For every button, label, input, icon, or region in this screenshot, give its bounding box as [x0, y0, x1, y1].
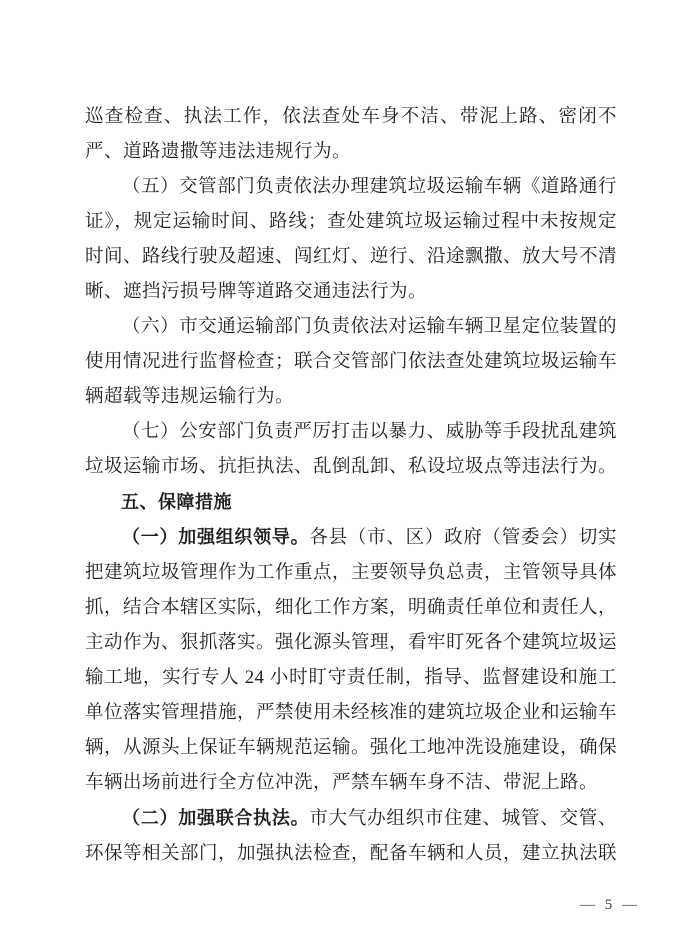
paragraph-sub-2-lead: （二）加强联合执法。	[122, 808, 310, 828]
paragraph-sub-1-lead: （一）加强组织领导。	[122, 527, 310, 547]
paragraph-continuation: 巡查检查、执法工作，依法查处车身不洁、带泥上路、密闭不严、道路遗撒等违法违规行为。	[85, 107, 617, 162]
section-heading: 五、保障措施	[121, 492, 232, 512]
paragraph-sub-2	[85, 801, 617, 872]
paragraph-item-6: （六）市交通运输部门负责依法对运输车辆卫星定位装置的使用情况进行监督检查；联合交管部门依法查处建筑垃圾运输车辆超载等违规运输行为。	[85, 317, 618, 407]
document-body	[85, 100, 617, 872]
paragraph-sub-2-text: 市大气办组织市住建、城管、交管、环保等相关部门，加强执法检查，配备车辆和人员，建立执法联	[85, 809, 618, 864]
paragraph-sub-1-text: 各县（市、区）政府（管委会）切实把建筑垃圾管理作为工作重点，主要领导负总责，主管领导具体抓，结合本辖区实际，细化工作方案，明确责任单位和责任人，主动作为、狠抓落实。强化源头管理，看牢盯死各个建筑垃圾运输工地，实行专人 24 小时盯守责任制，指导、监督建设和施工单位落实管理措施，严禁使用未经核准的建筑垃圾企业和运输车辆，从源头上保证车辆规范运输。强化工地冲洗设施建设，确保车辆出场前进行全方位冲洗，严禁车辆车身不洁、带泥上路。	[85, 528, 618, 793]
page-number: — 5 —	[580, 897, 640, 913]
paragraph-sub-1	[85, 520, 617, 801]
paragraph-item-7: （七）公安部门负责严厉打击以暴力、威胁等手段扰乱建筑垃圾运输市场、抗拒执法、乱倒乱卸、私设垃圾点等违法行为。	[85, 422, 618, 477]
paragraph-item-5: （五）交管部门负责依法办理建筑垃圾运输车辆《道路通行证》，规定运输时间、路线；查处建筑垃圾运输过程中未按规定时间、路线行驶及超速、闯红灯、逆行、沿途飘撒、放大号不清晰、遮挡污损号牌等道路交通违法行为。	[85, 177, 618, 302]
